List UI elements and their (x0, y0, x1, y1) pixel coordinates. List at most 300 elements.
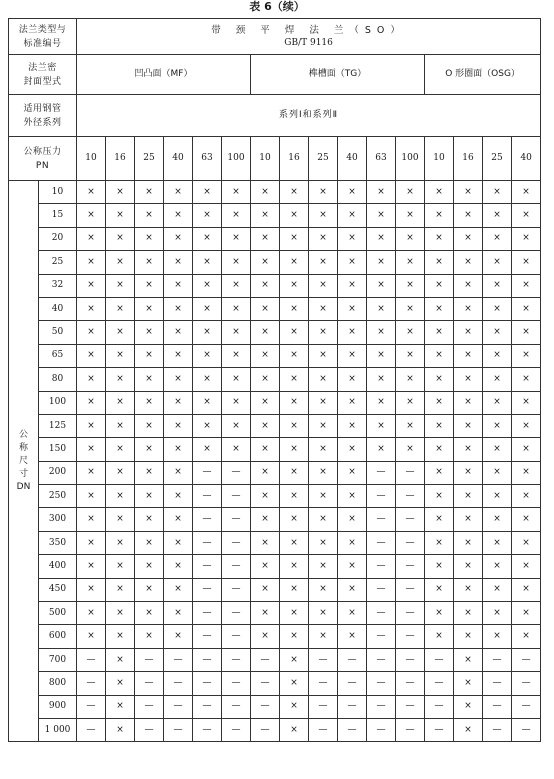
availability-cell: × (309, 625, 338, 648)
availability-cell: × (280, 578, 309, 601)
availability-cell: × (367, 297, 396, 320)
table-row (9, 368, 541, 391)
availability-cell: × (193, 297, 222, 320)
availability-cell: × (483, 414, 512, 437)
availability-cell: × (309, 602, 338, 625)
availability-cell: — (164, 648, 193, 671)
table-row (9, 414, 541, 437)
availability-cell: × (425, 508, 454, 531)
pn-header-cell: 25 (483, 137, 512, 181)
availability-cell: × (512, 461, 541, 484)
face-label-line-1: 法兰密 (28, 62, 57, 73)
availability-cell: × (483, 321, 512, 344)
availability-cell: — (164, 718, 193, 741)
table-row (9, 461, 541, 484)
availability-cell: × (106, 531, 135, 554)
availability-cell: × (135, 461, 164, 484)
availability-cell: × (425, 625, 454, 648)
availability-cell: — (135, 718, 164, 741)
availability-cell: — (135, 672, 164, 695)
pn-header-cell: 10 (425, 137, 454, 181)
availability-cell: × (77, 578, 106, 601)
availability-cell: × (106, 274, 135, 297)
availability-cell: × (135, 251, 164, 274)
availability-cell: — (309, 648, 338, 671)
table-row (9, 438, 541, 461)
pn-header-cell: 40 (512, 137, 541, 181)
availability-cell: — (396, 648, 425, 671)
type-label-line-1: 法兰类型与 (18, 24, 67, 35)
so-standard: GB/T 9116 (284, 37, 333, 48)
availability-cell: × (193, 391, 222, 414)
availability-cell: × (251, 555, 280, 578)
availability-cell: × (338, 297, 367, 320)
availability-cell: × (164, 391, 193, 414)
availability-cell: × (454, 438, 483, 461)
availability-cell: × (77, 204, 106, 227)
availability-cell: — (222, 672, 251, 695)
availability-cell: — (396, 461, 425, 484)
pn-header-cell: 100 (396, 137, 425, 181)
availability-cell: × (251, 297, 280, 320)
availability-cell: × (454, 718, 483, 741)
pn-header-cell: 63 (193, 137, 222, 181)
availability-cell: × (77, 181, 106, 204)
availability-cell: × (309, 368, 338, 391)
availability-cell: × (106, 181, 135, 204)
pn-header-cell: 63 (367, 137, 396, 181)
availability-cell: × (164, 485, 193, 508)
availability-cell: — (367, 718, 396, 741)
availability-cell: — (396, 531, 425, 554)
availability-cell: — (425, 718, 454, 741)
availability-cell: × (309, 414, 338, 437)
availability-cell: × (106, 508, 135, 531)
availability-cell: × (454, 321, 483, 344)
availability-cell: — (222, 461, 251, 484)
availability-cell: × (512, 438, 541, 461)
table-row (9, 251, 541, 274)
availability-cell: × (135, 321, 164, 344)
availability-cell: × (309, 251, 338, 274)
availability-cell: × (280, 227, 309, 250)
table-row (9, 531, 541, 554)
availability-cell: × (309, 391, 338, 414)
availability-cell: × (396, 321, 425, 344)
availability-cell: × (77, 531, 106, 554)
availability-cell: × (483, 227, 512, 250)
availability-cell: × (483, 461, 512, 484)
availability-cell: × (222, 297, 251, 320)
availability-cell: × (193, 274, 222, 297)
availability-cell: × (164, 578, 193, 601)
availability-cell: × (251, 461, 280, 484)
availability-cell: × (106, 602, 135, 625)
availability-cell: × (106, 368, 135, 391)
table-row (9, 695, 541, 718)
availability-cell: × (77, 625, 106, 648)
dn-value-cell: 250 (39, 485, 77, 508)
availability-cell: × (135, 391, 164, 414)
type-label-line-2: 标准编号 (23, 38, 62, 49)
availability-cell: × (77, 602, 106, 625)
availability-cell: — (193, 555, 222, 578)
availability-cell: × (193, 414, 222, 437)
availability-cell: × (280, 321, 309, 344)
availability-cell: × (454, 578, 483, 601)
availability-cell: × (280, 718, 309, 741)
availability-cell: — (222, 555, 251, 578)
availability-cell: × (338, 485, 367, 508)
availability-cell: × (483, 625, 512, 648)
availability-cell: × (280, 695, 309, 718)
availability-cell: — (367, 508, 396, 531)
table-row (9, 321, 541, 344)
availability-cell: — (222, 602, 251, 625)
availability-cell: — (483, 648, 512, 671)
table-row (9, 578, 541, 601)
availability-cell: × (512, 368, 541, 391)
availability-cell: × (454, 555, 483, 578)
availability-cell: × (251, 414, 280, 437)
dn-value-cell: 125 (39, 414, 77, 437)
availability-cell: × (338, 227, 367, 250)
availability-cell: — (367, 461, 396, 484)
availability-cell: — (193, 695, 222, 718)
availability-cell: — (367, 485, 396, 508)
availability-cell: × (425, 344, 454, 367)
availability-cell: × (251, 227, 280, 250)
availability-cell: × (309, 297, 338, 320)
availability-cell: × (280, 531, 309, 554)
availability-cell: — (367, 602, 396, 625)
availability-cell: × (164, 531, 193, 554)
availability-cell: — (367, 555, 396, 578)
availability-cell: × (164, 321, 193, 344)
availability-cell: × (512, 344, 541, 367)
availability-cell: × (425, 274, 454, 297)
availability-cell: × (425, 414, 454, 437)
header-row-pn (9, 137, 541, 181)
face-label-line-2: 封面型式 (23, 76, 62, 87)
availability-cell: × (106, 204, 135, 227)
availability-cell: — (338, 672, 367, 695)
availability-cell: — (396, 625, 425, 648)
availability-cell: × (454, 344, 483, 367)
availability-cell: × (512, 555, 541, 578)
pipe-label-line-2: 外径系列 (23, 117, 62, 128)
pn-label-line-2: PN (35, 160, 50, 171)
dn-value-cell: 80 (39, 368, 77, 391)
availability-cell: × (512, 625, 541, 648)
availability-cell: × (164, 414, 193, 437)
availability-cell: × (135, 625, 164, 648)
pn-header-cell: 25 (135, 137, 164, 181)
availability-cell: × (483, 508, 512, 531)
availability-cell: — (483, 718, 512, 741)
availability-cell: × (338, 578, 367, 601)
table-caption: 表 6（续） (249, 0, 305, 13)
availability-cell: × (164, 368, 193, 391)
availability-cell: × (222, 321, 251, 344)
dn-value-cell: 350 (39, 531, 77, 554)
availability-cell: × (483, 297, 512, 320)
pn-header-cell: 16 (280, 137, 309, 181)
dn-label-char: 寸 (18, 468, 28, 479)
dn-label-char: 尺 (18, 455, 28, 466)
availability-cell: × (280, 414, 309, 437)
availability-cell: × (338, 251, 367, 274)
availability-cell: — (77, 648, 106, 671)
availability-cell: — (251, 695, 280, 718)
table-row (9, 602, 541, 625)
table-row (9, 181, 541, 204)
availability-cell: — (367, 672, 396, 695)
availability-cell: × (280, 672, 309, 695)
availability-cell: × (251, 391, 280, 414)
availability-cell: — (222, 485, 251, 508)
availability-cell: — (193, 648, 222, 671)
dn-value-cell: 50 (39, 321, 77, 344)
availability-cell: × (135, 438, 164, 461)
availability-cell: × (454, 227, 483, 250)
availability-cell: × (425, 602, 454, 625)
availability-cell: × (454, 251, 483, 274)
availability-cell: × (309, 274, 338, 297)
pn-label-line-1: 公称压力 (23, 146, 62, 157)
availability-cell: × (164, 438, 193, 461)
availability-cell: × (425, 227, 454, 250)
availability-cell: × (425, 204, 454, 227)
availability-cell: × (106, 578, 135, 601)
dn-value-cell: 450 (39, 578, 77, 601)
availability-cell: × (164, 625, 193, 648)
availability-cell: × (135, 414, 164, 437)
availability-cell: × (483, 555, 512, 578)
availability-cell: × (280, 181, 309, 204)
pn-label-cell (9, 137, 77, 181)
availability-cell: × (483, 602, 512, 625)
table-row (9, 672, 541, 695)
availability-cell: — (512, 672, 541, 695)
face-mf: 凹凸面（MF） (77, 55, 251, 95)
availability-cell: × (135, 531, 164, 554)
dn-value-cell: 900 (39, 695, 77, 718)
availability-cell: × (280, 344, 309, 367)
dn-value-cell: 300 (39, 508, 77, 531)
availability-cell: × (396, 274, 425, 297)
availability-cell: × (280, 648, 309, 671)
availability-cell: × (251, 602, 280, 625)
flange-spec-table (8, 18, 541, 742)
availability-cell: × (135, 297, 164, 320)
availability-cell: × (512, 508, 541, 531)
availability-cell: × (338, 391, 367, 414)
availability-cell: × (106, 718, 135, 741)
availability-cell: — (309, 718, 338, 741)
availability-cell: — (483, 695, 512, 718)
availability-cell: × (367, 274, 396, 297)
availability-cell: × (135, 368, 164, 391)
availability-cell: × (367, 251, 396, 274)
availability-cell: × (77, 321, 106, 344)
availability-cell: × (512, 181, 541, 204)
availability-cell: × (425, 321, 454, 344)
availability-cell: — (367, 531, 396, 554)
availability-cell: × (106, 672, 135, 695)
availability-cell: × (425, 461, 454, 484)
availability-cell: × (135, 204, 164, 227)
availability-cell: — (193, 602, 222, 625)
availability-cell: × (454, 672, 483, 695)
availability-cell: × (251, 531, 280, 554)
dn-value-cell: 200 (39, 461, 77, 484)
dn-value-cell: 150 (39, 438, 77, 461)
series-cell: 系列Ⅰ和系列Ⅱ (77, 95, 541, 137)
availability-cell: — (309, 672, 338, 695)
availability-cell: × (164, 555, 193, 578)
availability-cell: × (512, 578, 541, 601)
availability-cell: × (454, 461, 483, 484)
availability-cell: × (106, 297, 135, 320)
availability-cell: — (425, 672, 454, 695)
availability-cell: × (396, 227, 425, 250)
availability-cell: × (164, 274, 193, 297)
availability-cell: × (396, 438, 425, 461)
availability-cell: × (135, 485, 164, 508)
table-row (9, 555, 541, 578)
availability-cell: — (396, 578, 425, 601)
availability-cell: × (309, 181, 338, 204)
availability-cell: × (454, 602, 483, 625)
table-row (9, 227, 541, 250)
availability-cell: × (77, 297, 106, 320)
availability-cell: × (251, 181, 280, 204)
availability-cell: — (396, 508, 425, 531)
availability-cell: × (512, 391, 541, 414)
header-row-type (9, 19, 541, 55)
availability-cell: × (309, 204, 338, 227)
availability-cell: × (309, 508, 338, 531)
availability-cell: × (454, 695, 483, 718)
availability-cell: × (338, 555, 367, 578)
dn-value-cell: 65 (39, 344, 77, 367)
availability-cell: × (251, 321, 280, 344)
pn-header-cell: 100 (222, 137, 251, 181)
availability-cell: × (338, 438, 367, 461)
availability-cell: × (251, 344, 280, 367)
dn-value-cell: 1 000 (39, 718, 77, 741)
availability-cell: — (222, 625, 251, 648)
availability-cell: × (338, 602, 367, 625)
pn-header-cell: 40 (164, 137, 193, 181)
availability-cell: × (106, 485, 135, 508)
availability-cell: — (425, 695, 454, 718)
availability-cell: — (164, 672, 193, 695)
availability-cell: × (193, 344, 222, 367)
availability-cell: × (77, 391, 106, 414)
availability-cell: — (193, 578, 222, 601)
availability-cell: × (106, 251, 135, 274)
availability-cell: × (280, 602, 309, 625)
availability-cell: × (512, 204, 541, 227)
availability-cell: × (367, 227, 396, 250)
availability-cell: × (454, 297, 483, 320)
availability-cell: × (309, 344, 338, 367)
availability-cell: × (309, 438, 338, 461)
availability-cell: × (135, 555, 164, 578)
availability-cell: × (483, 578, 512, 601)
availability-cell: × (77, 555, 106, 578)
table-row (9, 274, 541, 297)
availability-cell: × (367, 368, 396, 391)
availability-cell: × (338, 531, 367, 554)
availability-cell: × (77, 438, 106, 461)
availability-cell: × (222, 181, 251, 204)
availability-cell: × (454, 508, 483, 531)
availability-cell: × (512, 321, 541, 344)
dn-value-cell: 10 (39, 181, 77, 204)
dn-value-cell: 800 (39, 672, 77, 695)
pn-header-cell: 10 (77, 137, 106, 181)
availability-cell: — (367, 648, 396, 671)
availability-cell: × (425, 391, 454, 414)
type-label-cell (9, 19, 77, 55)
availability-cell: × (309, 227, 338, 250)
availability-cell: — (396, 672, 425, 695)
availability-cell: × (77, 274, 106, 297)
availability-cell: × (193, 181, 222, 204)
availability-cell: × (193, 321, 222, 344)
availability-cell: × (338, 204, 367, 227)
availability-cell: × (338, 508, 367, 531)
availability-cell: × (396, 414, 425, 437)
availability-cell: × (367, 414, 396, 437)
availability-cell: × (454, 414, 483, 437)
table-row (9, 344, 541, 367)
availability-cell: × (106, 344, 135, 367)
availability-cell: × (251, 368, 280, 391)
availability-cell: × (280, 204, 309, 227)
dn-value-cell: 700 (39, 648, 77, 671)
dn-label-cell (9, 181, 39, 742)
availability-cell: × (106, 391, 135, 414)
availability-cell: × (135, 344, 164, 367)
availability-cell: × (135, 274, 164, 297)
dn-value-cell: 500 (39, 602, 77, 625)
availability-cell: × (280, 508, 309, 531)
availability-cell: — (222, 508, 251, 531)
availability-cell: × (222, 414, 251, 437)
availability-cell: — (164, 695, 193, 718)
availability-cell: × (396, 368, 425, 391)
pn-header-cell: 16 (454, 137, 483, 181)
availability-cell: × (106, 321, 135, 344)
availability-cell: × (106, 555, 135, 578)
availability-cell: × (135, 578, 164, 601)
availability-cell: × (454, 531, 483, 554)
availability-cell: × (251, 274, 280, 297)
availability-cell: × (425, 297, 454, 320)
availability-cell: × (222, 274, 251, 297)
availability-cell: × (77, 227, 106, 250)
availability-cell: × (251, 438, 280, 461)
availability-cell: — (222, 648, 251, 671)
availability-cell: × (164, 227, 193, 250)
availability-cell: × (193, 204, 222, 227)
availability-cell: — (135, 695, 164, 718)
availability-cell: × (309, 531, 338, 554)
